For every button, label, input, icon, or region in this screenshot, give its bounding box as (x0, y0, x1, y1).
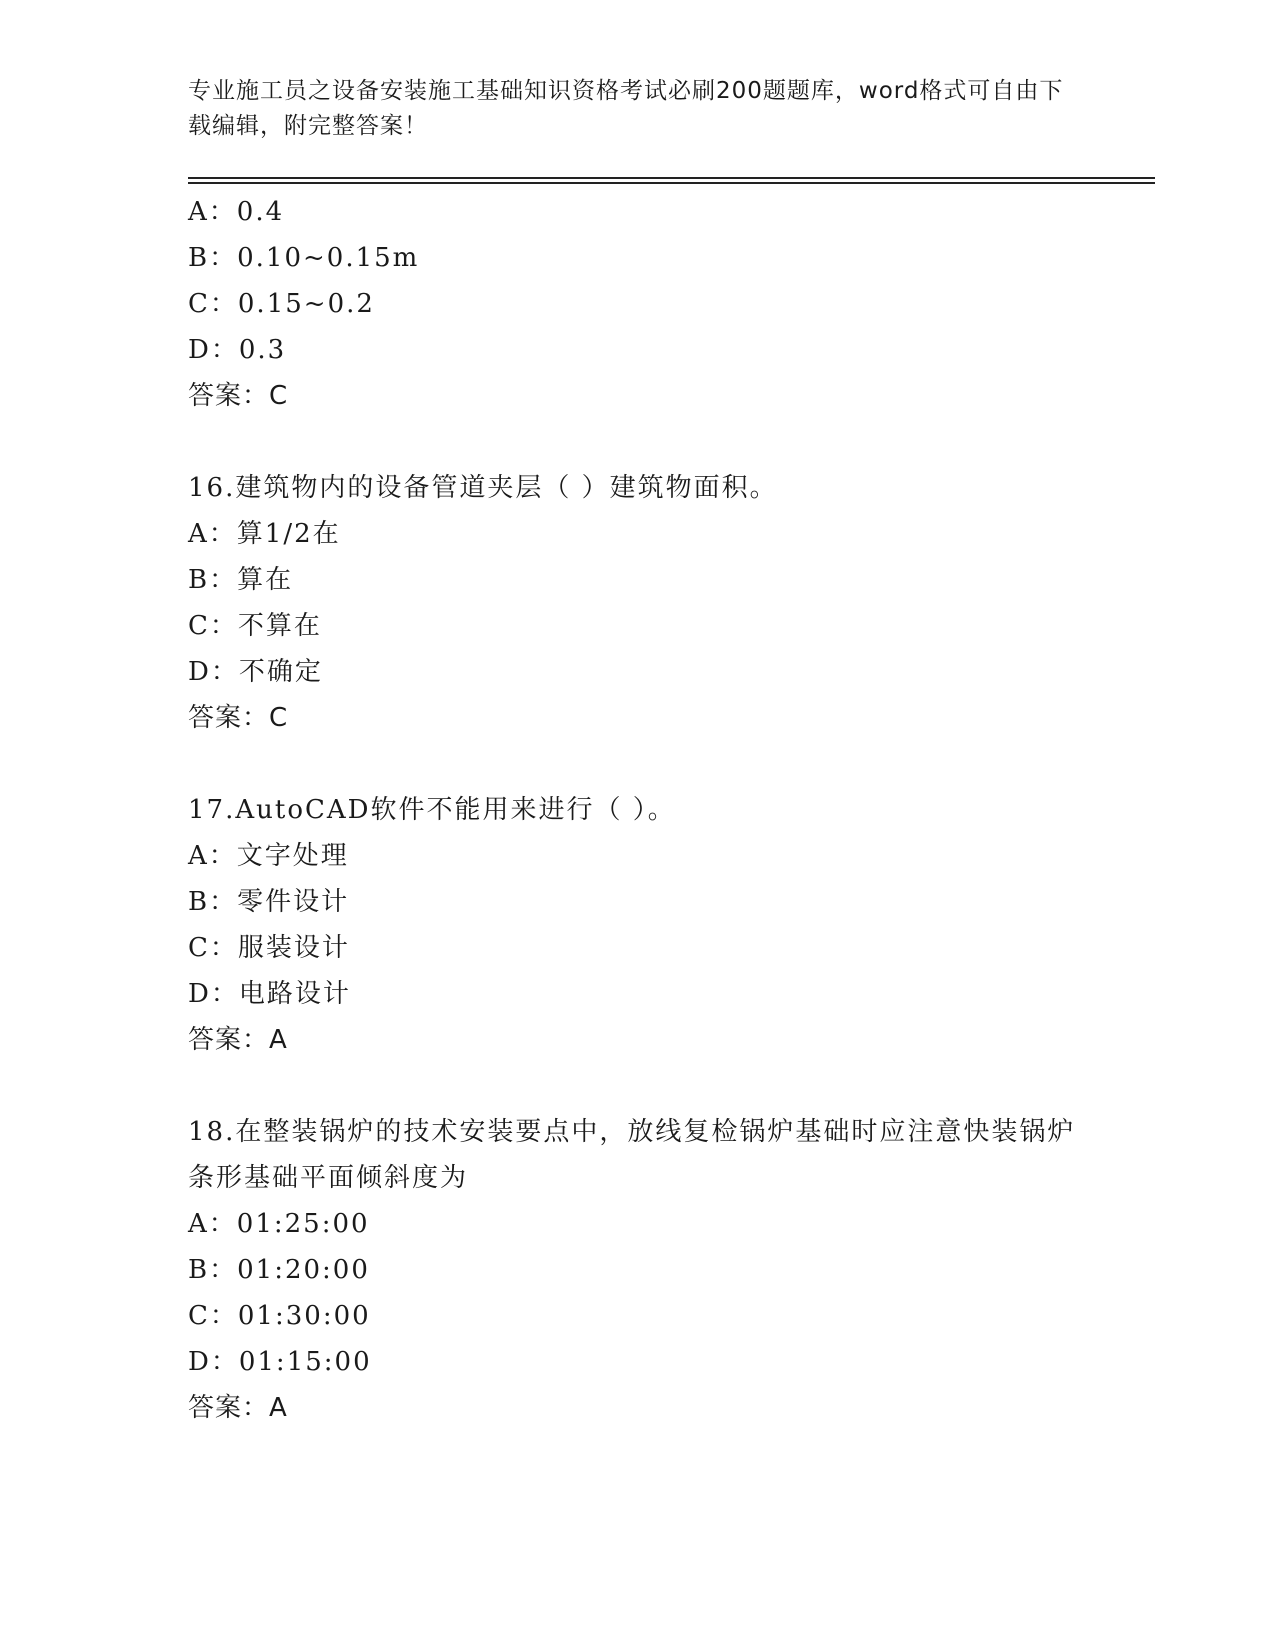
answer: 答案：C (188, 703, 289, 733)
question-list (188, 189, 1148, 1431)
option-a: A：01:25:00 (188, 1209, 370, 1239)
option-d: D：01:15:00 (188, 1347, 372, 1377)
option-c: C：服装设计 (188, 933, 350, 963)
option-d: D：不确定 (188, 657, 323, 687)
option-d: D：0.3 (188, 335, 287, 365)
header-rule-bottom (188, 182, 1155, 184)
option-d: D：电路设计 (188, 979, 351, 1009)
spacer (188, 741, 1148, 787)
answer: 答案：A (188, 1025, 288, 1055)
option-b: B：算在 (188, 565, 294, 595)
question-text: 18.在整装锅炉的技术安装要点中，放线复检锅炉基础时应注意快装锅炉条形基础平面倾斜度为 (188, 1117, 1076, 1193)
spacer (188, 419, 1148, 465)
spacer (188, 1063, 1148, 1109)
answer: 答案：C (188, 381, 289, 411)
question-text: 16.建筑物内的设备管道夹层（ ）建筑物面积。 (188, 473, 778, 503)
option-a: A：文字处理 (188, 841, 349, 871)
header-rule-top (188, 177, 1155, 179)
option-a: A：算1/2在 (188, 519, 341, 549)
option-c: C：01:30:00 (188, 1301, 371, 1331)
option-b: B：零件设计 (188, 887, 350, 917)
answer: 答案：A (188, 1393, 288, 1423)
option-c: C：0.15~0.2 (188, 289, 375, 319)
document-header: 专业施工员之设备安装施工基础知识资格考试必刷200题题库，word格式可自由下载编辑，附完整答案！ (188, 78, 1064, 139)
option-c: C：不算在 (188, 611, 322, 641)
question-text: 17.AutoCAD软件不能用来进行（ ）。 (188, 795, 676, 825)
option-b: B：01:20:00 (188, 1255, 370, 1285)
option-b: B：0.10~0.15m (188, 243, 420, 273)
option-a: A：0.4 (188, 197, 285, 227)
